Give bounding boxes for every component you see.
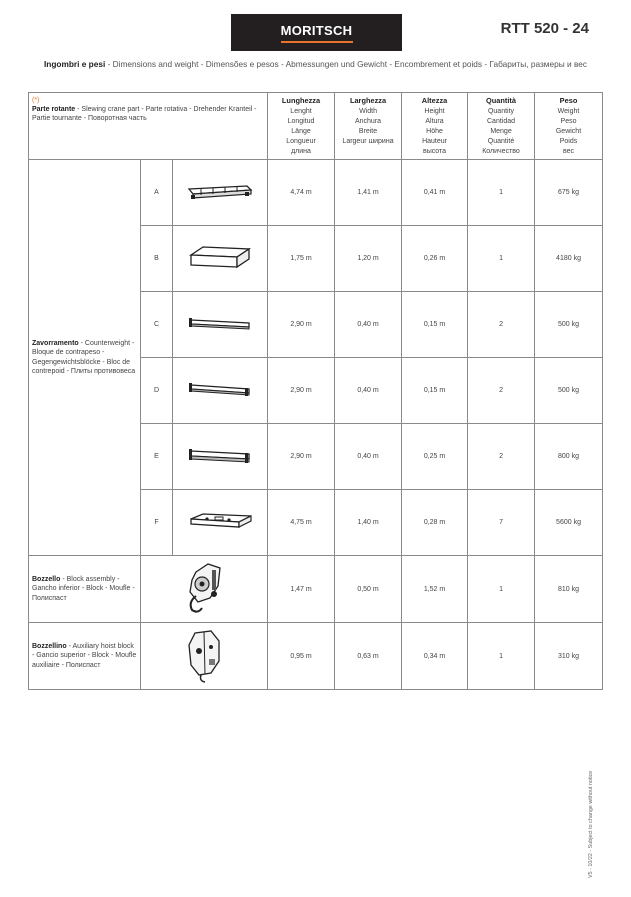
counterweight-label-cell: Zavorramento - Counterweight - Bloque de contrapeso - Gegengewichtsblöcke - Bloc de contrepoid - Плиты противовеса: [29, 160, 141, 556]
length-cell: 1,47 m: [268, 556, 335, 623]
table-header-row: [29, 93, 603, 160]
subtitle-rest: - Dimensions and weight - Dimensões e pesos - Abmessungen und Gewicht - Encombrement et poids - Габариты, размеры и вес: [105, 59, 588, 69]
col-quantity-header: Quantità Quantity Cantidad Menge Quantité Количество: [468, 93, 535, 160]
length-cell: 0,95 m: [268, 623, 335, 690]
counterweight-plate-icon: [173, 490, 268, 556]
weight-cell: 310 kg: [535, 623, 603, 690]
weight-cell: 810 kg: [535, 556, 603, 623]
aux-hook-block-icon: [141, 623, 268, 690]
height-cell: 0,28 m: [402, 490, 468, 556]
counterweight-slab-icon: [173, 226, 268, 292]
quantity-cell: 1: [468, 160, 535, 226]
height-cell: 0,41 m: [402, 160, 468, 226]
quantity-cell: 2: [468, 424, 535, 490]
part-header-rest: - Slewing crane part - Parte rotativa - Drehender Kranteil - Partie tournante - Поворотная часть: [32, 106, 257, 122]
quantity-cell: 1: [468, 556, 535, 623]
width-cell: 0,63 m: [335, 623, 402, 690]
part-header-cell: [29, 93, 268, 160]
quantity-cell: 2: [468, 292, 535, 358]
width-cell: 1,41 m: [335, 160, 402, 226]
col-width-header: Larghezza Width Anchura Breite Largeur ширина: [335, 93, 402, 160]
height-cell: 0,34 m: [402, 623, 468, 690]
length-cell: 1,75 m: [268, 226, 335, 292]
width-cell: 0,40 m: [335, 292, 402, 358]
length-cell: 2,90 m: [268, 358, 335, 424]
counterweight-base-icon: [173, 160, 268, 226]
row-letter: F: [141, 490, 173, 556]
length-cell: 2,90 m: [268, 292, 335, 358]
aux-block-label-cell: Bozzellino - Auxiliary hoist block - Gancio superior - Block - Moufle auxiliaire - Полиспаст: [29, 623, 141, 690]
weight-cell: 5600 kg: [535, 490, 603, 556]
width-cell: 1,40 m: [335, 490, 402, 556]
hook-block-icon: [141, 556, 268, 623]
row-letter: D: [141, 358, 173, 424]
width-cell: 0,50 m: [335, 556, 402, 623]
quantity-cell: 1: [468, 226, 535, 292]
table-row: [29, 160, 603, 226]
row-letter: A: [141, 160, 173, 226]
quantity-cell: 2: [468, 358, 535, 424]
length-cell: 2,90 m: [268, 424, 335, 490]
table-row: [29, 623, 603, 690]
height-cell: 1,52 m: [402, 556, 468, 623]
width-cell: 0,40 m: [335, 358, 402, 424]
height-cell: 0,15 m: [402, 292, 468, 358]
logo-accent-bar: [281, 41, 353, 43]
col-length-header: Lunghezza Lenght Longitud Länge Longueur длина: [268, 93, 335, 160]
page-subtitle: [0, 59, 631, 69]
dimensions-table: [28, 92, 603, 690]
weight-cell: 675 kg: [535, 160, 603, 226]
block-label-cell: Bozzello - Block assembly - Gancho inferior - Block - Moufle - Полиспаст: [29, 556, 141, 623]
length-cell: 4,75 m: [268, 490, 335, 556]
height-cell: 0,26 m: [402, 226, 468, 292]
width-cell: 0,40 m: [335, 424, 402, 490]
height-cell: 0,15 m: [402, 358, 468, 424]
weight-cell: 500 kg: [535, 292, 603, 358]
quantity-cell: 1: [468, 623, 535, 690]
logo-text: MORITSCH: [280, 22, 353, 38]
brand-logo: [231, 14, 402, 51]
row-letter: E: [141, 424, 173, 490]
counterweight-beam-icon: [173, 358, 268, 424]
weight-cell: 800 kg: [535, 424, 603, 490]
part-header-bold: Parte rotante: [32, 106, 76, 113]
counterweight-beam-icon: [173, 292, 268, 358]
weight-cell: 4180 kg: [535, 226, 603, 292]
weight-cell: 500 kg: [535, 358, 603, 424]
revision-note: V5 - 10/22 - Subject to change without notice: [588, 770, 594, 878]
col-weight-header: Peso Weight Peso Gewicht Poids вес: [535, 93, 603, 160]
counterweight-beam-icon: [173, 424, 268, 490]
row-letter: C: [141, 292, 173, 358]
length-cell: 4,74 m: [268, 160, 335, 226]
subtitle-bold: Ingombri e pesi: [43, 59, 106, 69]
width-cell: 1,20 m: [335, 226, 402, 292]
document-code: RTT 520 - 24: [500, 20, 589, 37]
quantity-cell: 7: [468, 490, 535, 556]
marker: (*): [32, 97, 40, 104]
row-letter: B: [141, 226, 173, 292]
height-cell: 0,25 m: [402, 424, 468, 490]
table-row: [29, 556, 603, 623]
col-height-header: Altezza Height Altura Höhe Hauteur высота: [402, 93, 468, 160]
